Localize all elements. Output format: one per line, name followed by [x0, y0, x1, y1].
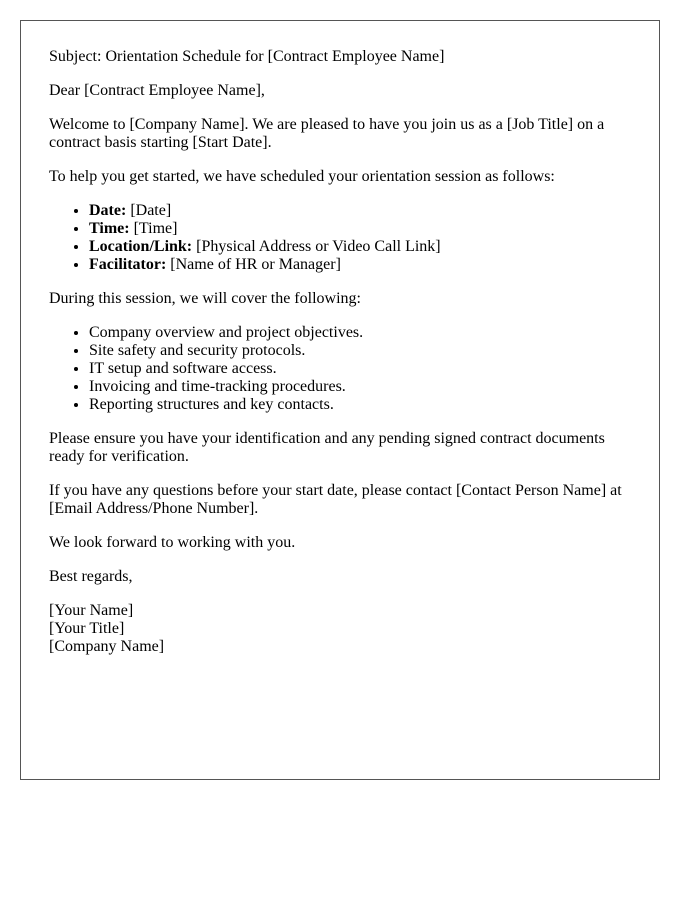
schedule-intro-paragraph: To help you get started, we have scheduled your orientation session as follows:	[49, 168, 555, 185]
cover-intro-paragraph: During this session, we will cover the following:	[49, 290, 361, 307]
schedule-list	[49, 202, 631, 274]
cover-topic-item: • IT setup and software access.	[89, 360, 631, 378]
letter-greeting: Dear [Contract Employee Name],	[49, 82, 265, 99]
signature-block	[49, 602, 631, 656]
signature-company: [Company Name]	[49, 638, 165, 655]
questions-paragraph: If you have any questions before your start date, please contact [Contact Person Name] at [Email Address/Phone Number].	[49, 482, 622, 517]
schedule-label: Location/Link:	[89, 238, 193, 255]
documents-paragraph: Please ensure you have your identification and any pending signed contract documents ready for verification.	[49, 430, 605, 465]
cover-topic-item: • Company overview and project objectives.	[89, 324, 631, 342]
schedule-item-location	[89, 238, 631, 256]
cover-topic-item: • Invoicing and time-tracking procedures.	[89, 378, 631, 396]
signature-title: [Your Title]	[49, 620, 125, 637]
cover-topics-list	[49, 324, 631, 414]
schedule-value: [Physical Address or Video Call Link]	[192, 238, 441, 255]
schedule-label: Date:	[89, 202, 127, 219]
schedule-label: Time:	[89, 220, 130, 237]
schedule-value: [Name of HR or Manager]	[166, 256, 341, 273]
schedule-item-facilitator	[89, 256, 631, 274]
sign-off: Best regards,	[49, 568, 133, 585]
letter-subject: Subject: Orientation Schedule for [Contract Employee Name]	[49, 48, 445, 65]
cover-topic-item: • Site safety and security protocols.	[89, 342, 631, 360]
letter-frame	[20, 20, 660, 780]
schedule-value: [Time]	[129, 220, 178, 237]
closing-paragraph: We look forward to working with you.	[49, 534, 296, 551]
schedule-label: Facilitator:	[89, 256, 167, 273]
cover-topic-item: • Reporting structures and key contacts.	[89, 396, 631, 414]
schedule-value: [Date]	[126, 202, 172, 219]
schedule-item-time	[89, 220, 631, 238]
signature-name: [Your Name]	[49, 602, 134, 619]
letter-welcome-paragraph: Welcome to [Company Name]. We are pleased to have you join us as a [Job Title] on a contract basis starting [Start Date].	[49, 116, 605, 151]
schedule-item-date	[89, 202, 631, 220]
